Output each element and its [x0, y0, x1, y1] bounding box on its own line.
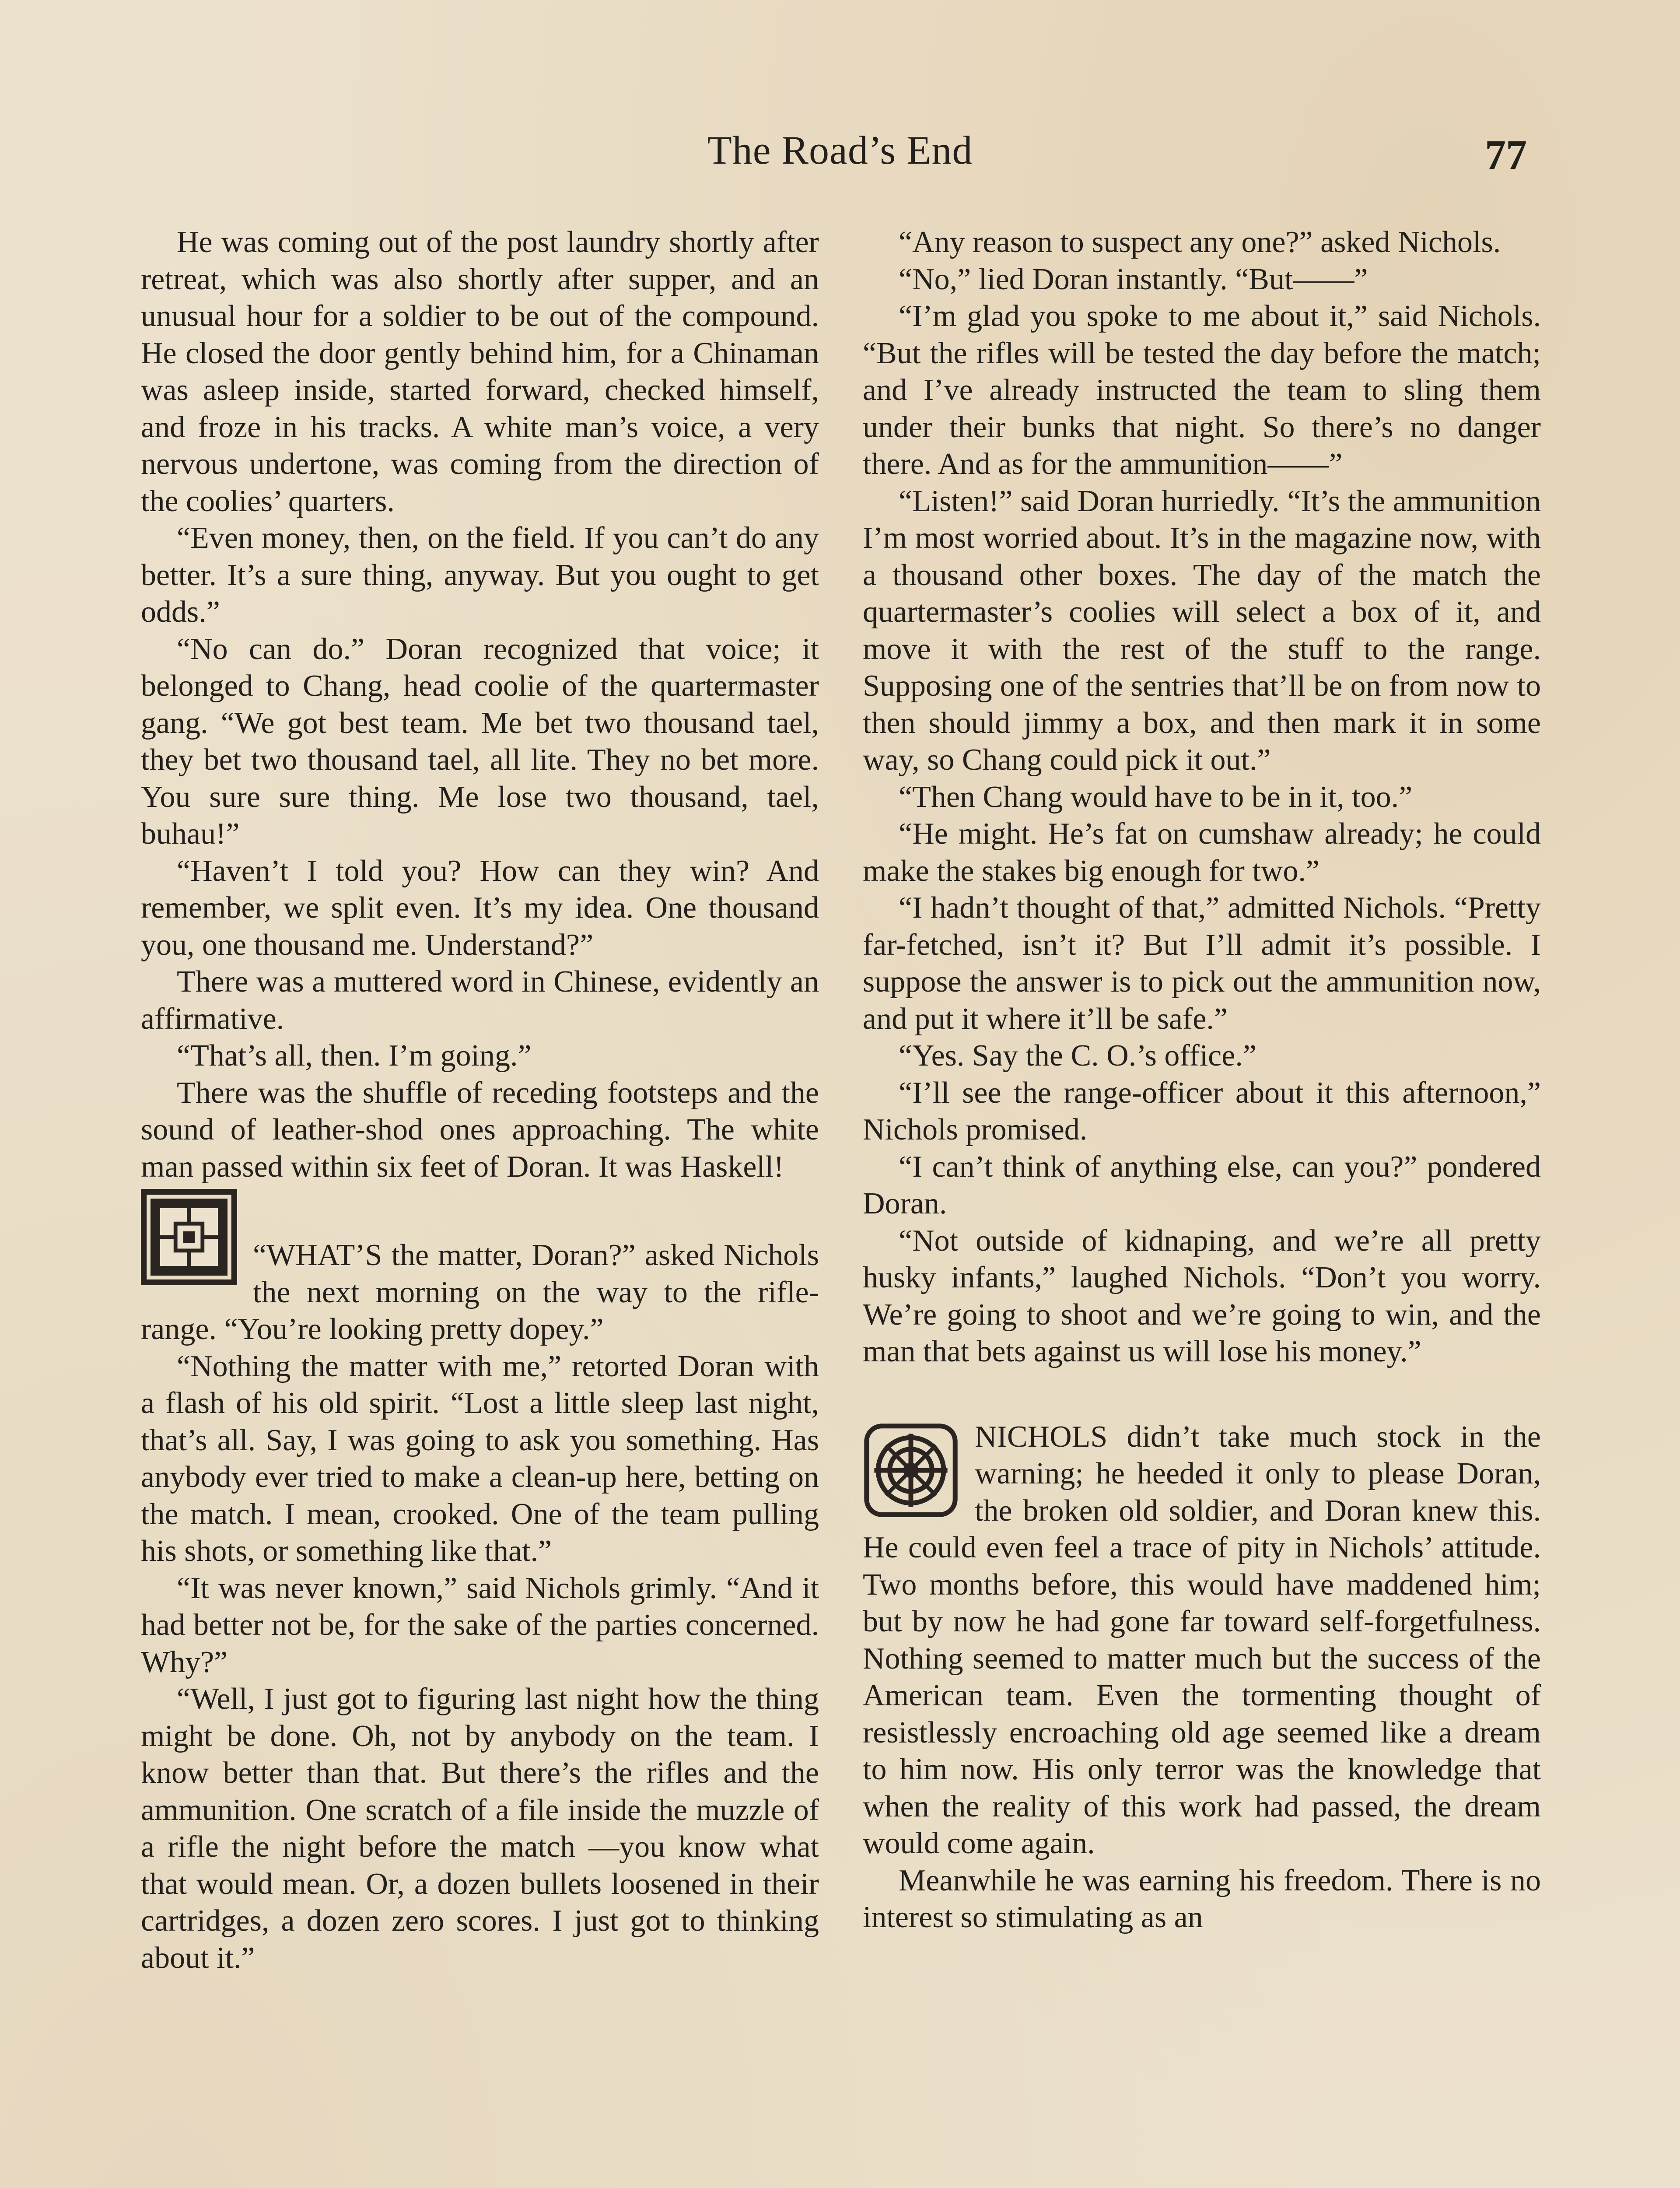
paragraph: “Not outside of kidnaping, and we’re all pretty husky infants,” laughed Nichols. “Don’t you worry. We’re going to shoot and we’re going to win, and the man that bets against us will lose his money.” — [863, 1224, 1541, 1368]
running-title: The Road’s End — [707, 128, 973, 172]
paragraph: “He might. He’s fat on cumshaw already; he could make the stakes big enough for two.” — [863, 817, 1541, 888]
left-column — [141, 224, 819, 1977]
paragraph: There was a muttered word in Chinese, evidently an affirmative. — [141, 965, 819, 1036]
knot-ornament-icon — [863, 1422, 959, 1518]
page-header — [140, 127, 1540, 193]
paragraph: “Listen!” said Doran hurriedly. “It’s the ammunition I’m most worried about. It’s in the magazine now, with a thousand other boxes. The day of the match the quartermaster’s coolies will select a box of it, and move it with the rest of the stuff to the range. Supposing one of the sentries that’ll be on from now to then should jimmy a box, and then mark it in some way, so Chang could pick it out.” — [863, 484, 1541, 777]
paragraph: “Then Chang would have to be in it, too.” — [899, 780, 1413, 814]
paragraph: There was the shuffle of receding footsteps and the sound of leather-shod ones approaching. The white man passed within six feet of Doran. It was Haskell! — [141, 1076, 819, 1184]
paragraph: “No,” lied Doran instantly. “But——” — [899, 262, 1368, 296]
page-number: 77 — [1485, 131, 1527, 178]
paragraph: “No can do.” Doran recognized that voice; it belonged to Chang, head coolie of the quartermaster gang. “We got best team. Me bet two thousand tael, they bet two thousand tael, all lite. They no bet more. You sure sure thing. Me lose two thousand, tael, buhau!” — [141, 632, 819, 851]
fret-ornament-icon — [141, 1189, 237, 1285]
paragraph: “I’ll see the range-officer about it this afternoon,” Nichols promised. — [863, 1076, 1541, 1147]
paragraph: Meanwhile he was earning his freedom. There is no interest so stimulating as an — [863, 1863, 1541, 1934]
paragraph: “Even money, then, on the field. If you can’t do any better. It’s a sure thing, anyway. But you ought to get odds.” — [141, 521, 819, 629]
paragraph: “That’s all, then. I’m going.” — [177, 1039, 532, 1073]
paragraph: “I’m glad you spoke to me about it,” said Nichols. “But the rifles will be tested the day before the match; and I’ve already instructed the team to sling them under their bunks that night. So there’s no danger there. And as for the ammunition——” — [863, 299, 1541, 481]
paragraph: “It was never known,” said Nichols grimly. “And it had better not be, for the sake of the parties concerned. Why?” — [141, 1571, 819, 1679]
paragraph: “Any reason to suspect any one?” asked Nichols. — [899, 225, 1501, 259]
paragraph: “Nothing the matter with me,” retorted Doran with a flash of his old spirit. “Lost a little sleep last night, that’s all. Say, I was going to ask you something. Has anybody ever tried to make a clean-up here, betting on the match. I mean, crooked. One of the team pulling his shots, or something like that.” — [141, 1349, 819, 1568]
paragraph: “Well, I just got to figuring last night how the thing might be done. Oh, not by anybody on the team. I know better than that. But there’s the rifles and the ammunition. One scratch of a file inside the muzzle of a rifle the night before the match —you know what that would mean. Or, a dozen bullets loosened in their cartridges, a dozen zero scores. I just got to thinking about it.” — [141, 1682, 819, 1975]
paragraph: “I hadn’t thought of that,” admitted Nichols. “Pretty far-fetched, isn’t it? But I’ll admit it’s possible. I suppose the answer is to pick out the ammunition now, and put it where it’ll be safe.” — [863, 891, 1541, 1036]
right-column — [863, 224, 1541, 1936]
paragraph: “I can’t think of anything else, can you?” pondered Doran. — [863, 1150, 1541, 1220]
paragraph: “WHAT’S the matter, Doran?” asked Nichols the next morning on the way to the rifle-range. “You’re looking pretty dopey.” — [141, 1238, 819, 1346]
paragraph: NICHOLS didn’t take much stock in the warning; he heeded it only to please Doran, the broken old soldier, and Doran knew this. He could even feel a trace of pity in Nichols’ attitude. Two months before, this would have maddened him; but by now he had gone far toward self-forgetfulness. Nothing seemed to matter much but the success of the American team. Even the tormenting thought of resistlessly encroaching old age seemed like a dream to him now. His only terror was the knowledge that when the reality of this work had passed, the dream would come again. — [863, 1420, 1541, 1860]
paragraph: “Yes. Say the C. O.’s office.” — [899, 1039, 1256, 1073]
paragraph: He was coming out of the post laundry shortly after retreat, which was also shortly after supper, and an unusual hour for a soldier to be out of the compound. He closed the door gently behind him, for a Chinaman was asleep inside, started forward, checked himself, and froze in his tracks. A white man’s voice, a very nervous undertone, was coming from the direction of the coolies’ quarters. — [141, 225, 819, 518]
paragraph: “Haven’t I told you? How can they win? And remember, we split even. It’s my idea. One thousand you, one thousand me. Understand?” — [141, 854, 819, 962]
